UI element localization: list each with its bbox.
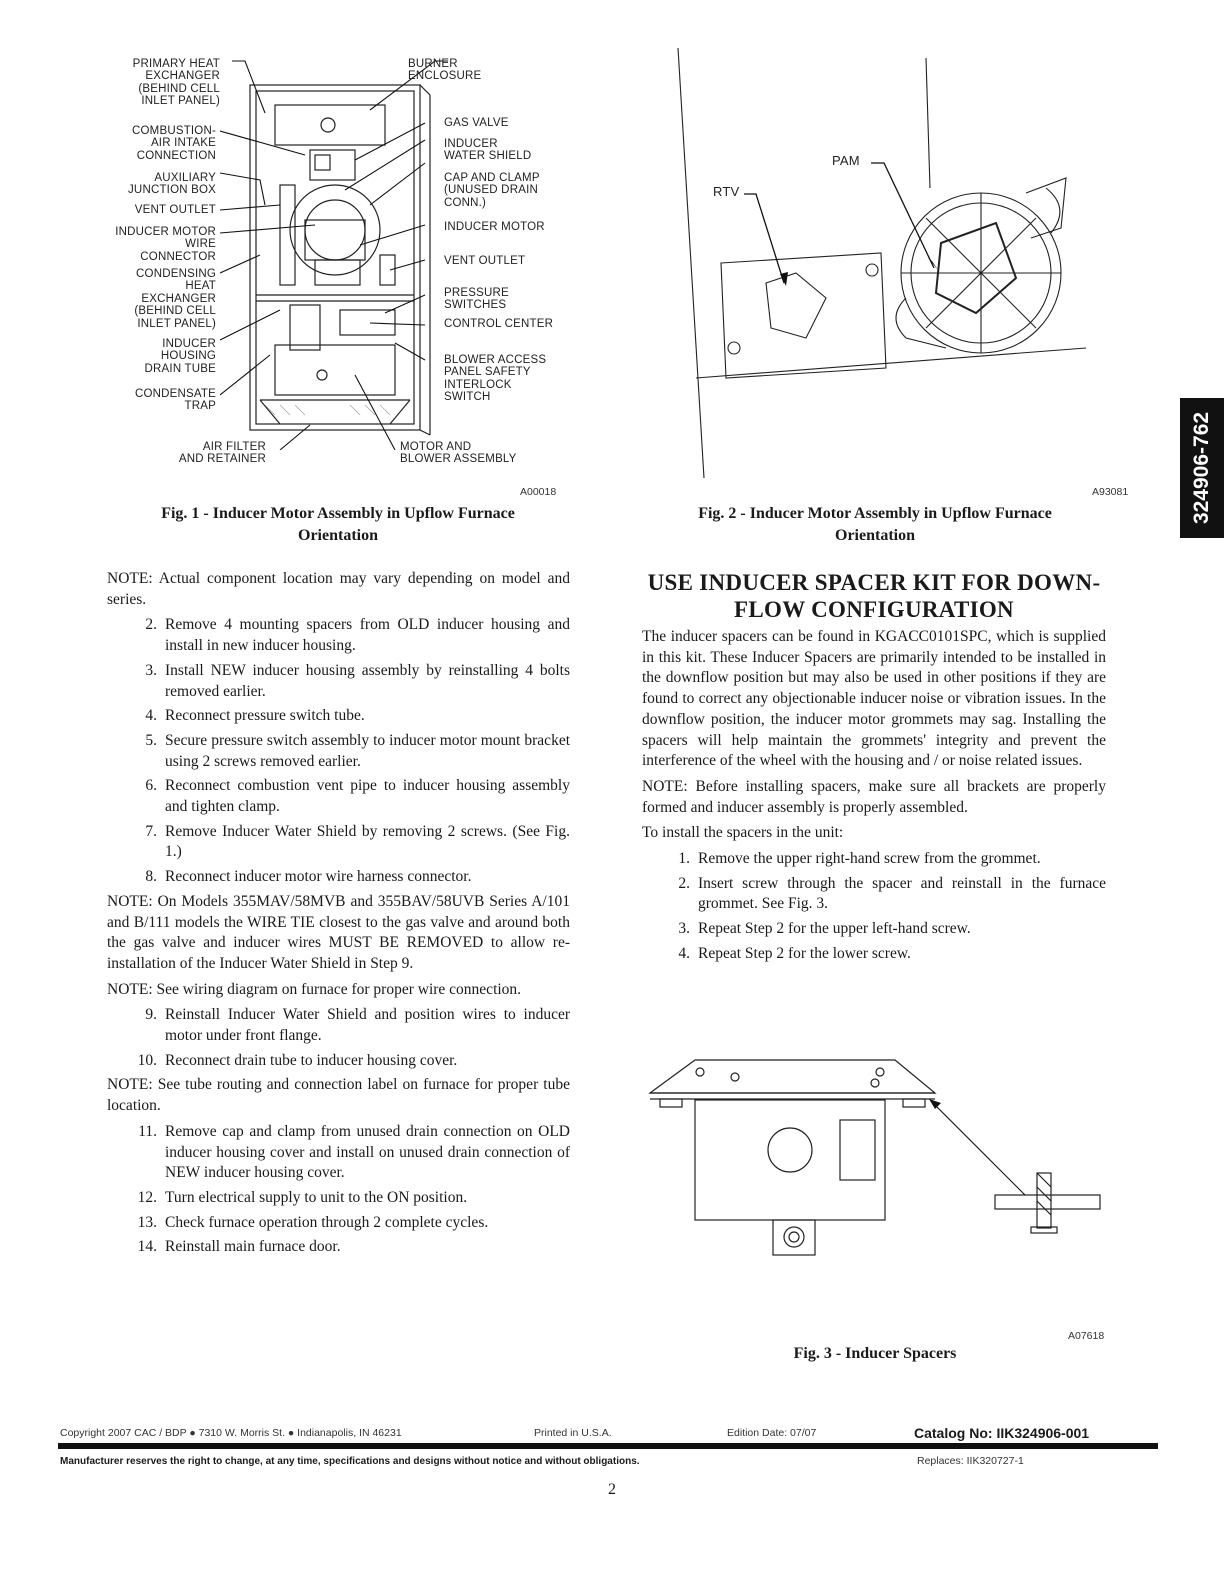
fig1-code: A00018 bbox=[520, 486, 557, 498]
step-item: 3. Install NEW inducer housing assembly by reinstalling 4 bolts removed earlier. bbox=[145, 661, 570, 700]
fig1-label-gas-valve: GAS VALVE bbox=[444, 117, 509, 129]
fig1-label-inducer-motor-wire-connector: INDUCER MOTOR WIRE CONNECTOR bbox=[115, 226, 216, 263]
fig2-label-rtv: RTV bbox=[713, 184, 740, 199]
step-item: 11. Remove cap and clamp from unused drain connection on OLD inducer housing cover and install on unused drain connection of NEW inducer housing cover. bbox=[138, 1122, 570, 1182]
right-column bbox=[642, 569, 1106, 969]
step-item: 6. Reconnect combustion vent pipe to inducer housing assembly and tighten clamp. bbox=[145, 777, 570, 816]
fig1-label-vent-outlet-left: VENT OUTLET bbox=[134, 204, 216, 216]
step-item: 1. Remove the upper right-hand screw from the grommet. bbox=[678, 850, 1041, 868]
note-spacers: NOTE: Before installing spacers, make sure all brackets are properly formed and inducer assembly is properly assembled. bbox=[642, 777, 1106, 816]
inducer-photo-illustration bbox=[676, 48, 1096, 478]
fig1-label-inducer-housing-drain-tube: INDUCER HOUSING DRAIN TUBE bbox=[144, 338, 216, 375]
step-item: 3. Repeat Step 2 for the upper left-hand screw. bbox=[678, 920, 971, 938]
side-tab-label: 324906-762 bbox=[1190, 411, 1213, 525]
furnace-illustration bbox=[220, 55, 460, 450]
left-column bbox=[107, 569, 570, 1262]
fig1-label-inducer-water-shield: INDUCER WATER SHIELD bbox=[444, 138, 532, 163]
fig1-label-vent-outlet-right: VENT OUTLET bbox=[444, 255, 526, 267]
fig1-label-inducer-motor: INDUCER MOTOR bbox=[444, 221, 545, 233]
fig1-label-air-filter: AIR FILTER AND RETAINER bbox=[178, 441, 266, 466]
fig1-label-condensate-trap: CONDENSATE TRAP bbox=[134, 388, 216, 413]
fig1-label-control-center: CONTROL CENTER bbox=[444, 318, 554, 330]
fig2-caption: Fig. 2 - Inducer Motor Assembly in Upflow Furnace Orientation bbox=[698, 505, 1052, 544]
footer-printed: Printed in U.S.A. bbox=[534, 1427, 612, 1439]
step-item: 9. Reinstall Inducer Water Shield and position wires to inducer motor under front flange. bbox=[145, 1006, 570, 1045]
fig1-label-auxiliary-junction-box: AUXILIARY JUNCTION BOX bbox=[127, 172, 216, 197]
fig1-caption: Fig. 1 - Inducer Motor Assembly in Upflow Furnace Orientation bbox=[161, 505, 515, 544]
step-item: 12. Turn electrical supply to unit to the ON position. bbox=[137, 1188, 468, 1206]
steps-2-8 bbox=[107, 615, 570, 887]
footer-divider bbox=[58, 1443, 1158, 1449]
fig1-label-motor-blower: MOTOR AND BLOWER ASSEMBLY bbox=[400, 441, 517, 466]
fig1-label-blower-access-panel: BLOWER ACCESS PANEL SAFETY INTERLOCK SWITCH bbox=[444, 354, 547, 404]
step-item: 4. Reconnect pressure switch tube. bbox=[145, 707, 365, 725]
fig1-label-pressure-switches: PRESSURE SWITCHES bbox=[444, 287, 509, 312]
step-item: 2. Remove 4 mounting spacers from OLD inducer housing and install in new inducer housing. bbox=[145, 616, 570, 655]
fig1-label-cap-and-clamp: CAP AND CLAMP (UNUSED DRAIN CONN.) bbox=[444, 172, 540, 209]
spacer-steps bbox=[642, 849, 1106, 965]
install-intro: To install the spacers in the unit: bbox=[642, 824, 844, 842]
step-item: 5. Secure pressure switch assembly to inducer motor mount bracket using 2 screws removed earlier. bbox=[145, 731, 570, 770]
step-item: 7. Remove Inducer Water Shield by removing 2 screws. (See Fig. 1.) bbox=[145, 822, 570, 861]
fig1-label-primary-heat-exchanger: PRIMARY HEAT EXCHANGER (BEHIND CELL INLET PANEL) bbox=[132, 58, 220, 108]
footer-replaces: Replaces: IIK320727-1 bbox=[917, 1455, 1024, 1467]
intro-paragraph: The inducer spacers can be found in KGACC0101SPC, which is supplied in this kit. These Inducer Spacers are primarily intended to be installed in the downflow position but may also be used in other positions if they are found to correct any objectionable inducer noise or vibration issues. In the downflow position, the inducer motor grommets may sag. Installing the spacers will help maintain the grommets' integrity and prevent the interference of the wheel with the housing and / or noise related issues. bbox=[642, 628, 1106, 770]
fig2-code: A93081 bbox=[1092, 486, 1129, 498]
step-item: 8. Reconnect inducer motor wire harness connector. bbox=[145, 868, 472, 886]
note-4: NOTE: See tube routing and connection label on furnace for proper tube location. bbox=[107, 1076, 570, 1115]
page-number: 2 bbox=[608, 1481, 616, 1498]
step-item: 13. Check furnace operation through 2 complete cycles. bbox=[137, 1213, 489, 1231]
section-heading: USE INDUCER SPACER KIT FOR DOWN- FLOW CONFIGURATION bbox=[647, 570, 1101, 622]
note-2: NOTE: On Models 355MAV/58MVB and 355BAV/58UVB Series A/101 and B/111 models the WIRE TIE closest to the gas valve and around both the gas valve and inducer wires MUST BE REMOVED to allow re-installation of the Inducer Water Shield in Step 9. bbox=[107, 892, 570, 972]
note-1: NOTE: Actual component location may vary depending on model and series. bbox=[107, 570, 570, 608]
footer-disclaimer: Manufacturer reserves the right to change, at any time, specifications and designs without notice and without obligations. bbox=[60, 1456, 640, 1467]
inducer-spacers-illustration bbox=[645, 1055, 1115, 1270]
fig1-label-burner-enclosure: BURNER ENCLOSURE bbox=[408, 58, 482, 83]
fig3-caption: Fig. 3 - Inducer Spacers bbox=[793, 1345, 957, 1362]
footer-catalog: Catalog No: IIK324906-001 bbox=[914, 1425, 1090, 1441]
fig2-label-pam: PAM bbox=[832, 153, 860, 168]
steps-11-14 bbox=[107, 1122, 570, 1258]
footer-copyright: Copyright 2007 CAC / BDP ● 7310 W. Morris St. ● Indianapolis, IN 46231 bbox=[60, 1427, 402, 1439]
side-tab bbox=[1180, 398, 1224, 538]
fig1-label-combustion-air-intake: COMBUSTION- AIR INTAKE CONNECTION bbox=[132, 125, 216, 162]
fig1-label-condensing-heat-exchanger: CONDENSING HEAT EXCHANGER (BEHIND CELL INLET PANEL) bbox=[134, 268, 216, 330]
steps-9-10 bbox=[107, 1005, 570, 1071]
step-item: 2. Insert screw through the spacer and reinstall in the furnace grommet. See Fig. 3. bbox=[678, 874, 1106, 913]
note-3: NOTE: See wiring diagram on furnace for proper wire connection. bbox=[107, 980, 522, 998]
fig3-code: A07618 bbox=[1068, 1330, 1105, 1342]
footer-edition: Edition Date: 07/07 bbox=[727, 1427, 817, 1439]
step-item: 4. Repeat Step 2 for the lower screw. bbox=[678, 944, 911, 962]
step-item: 14. Reinstall main furnace door. bbox=[137, 1238, 341, 1256]
step-item: 10. Reconnect drain tube to inducer housing cover. bbox=[137, 1051, 458, 1069]
